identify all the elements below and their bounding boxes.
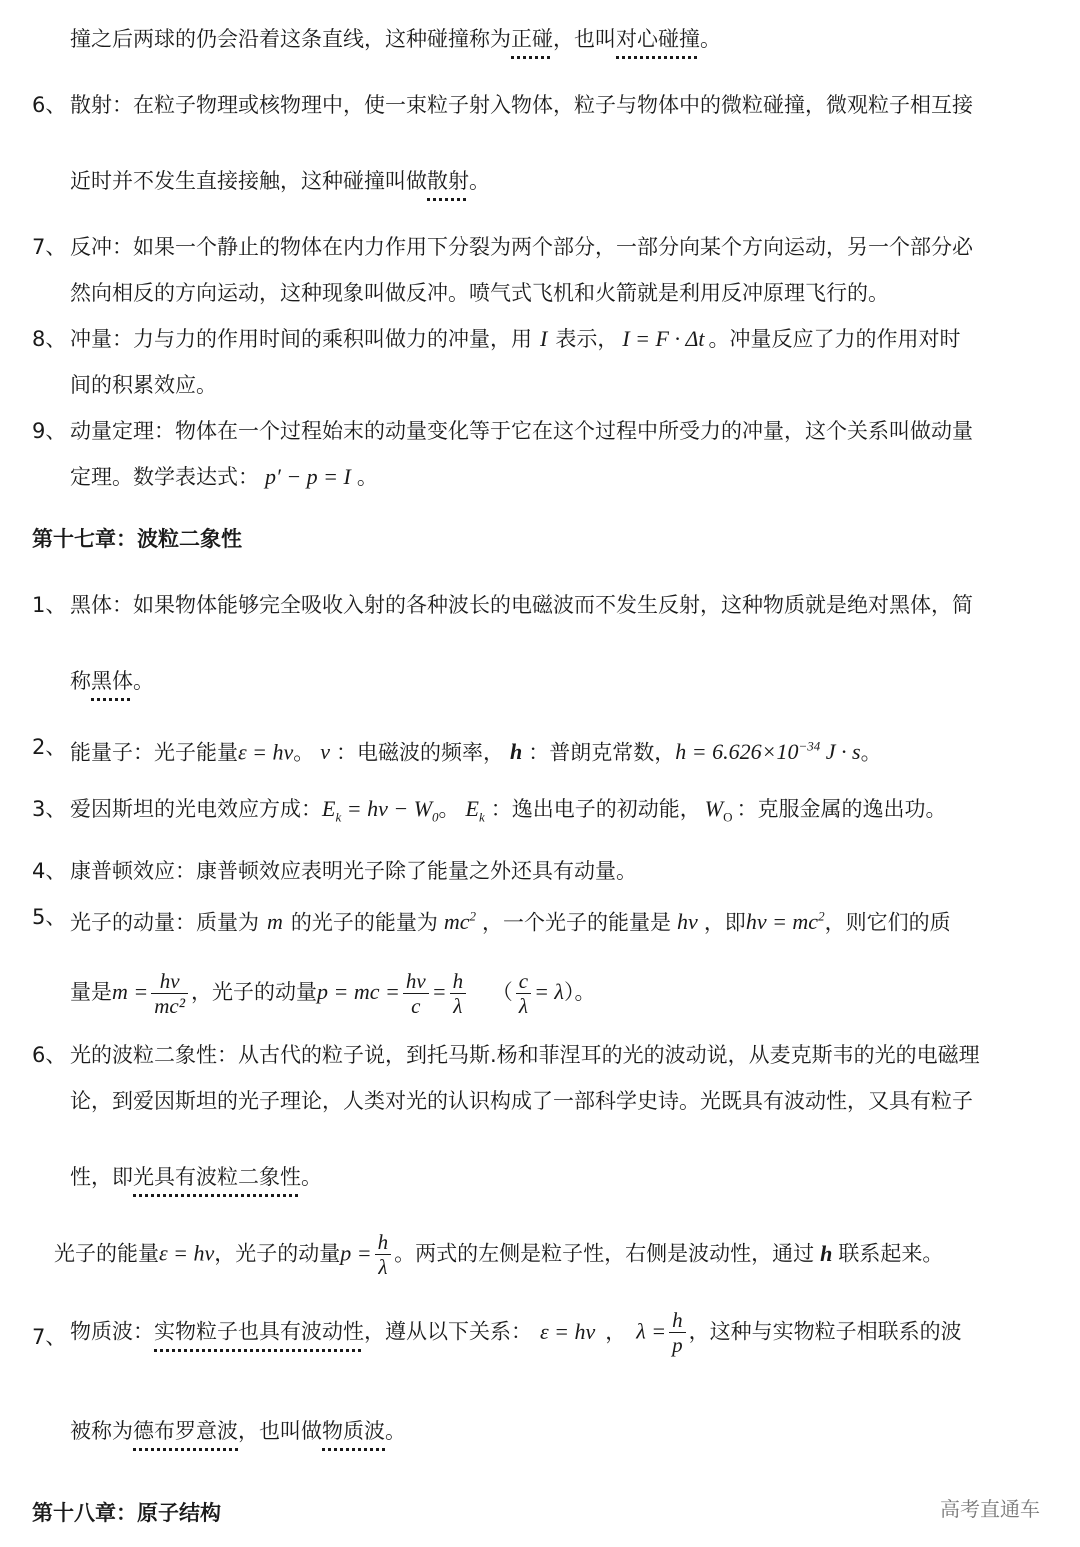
item-number: 1、 xyxy=(32,593,67,617)
denominator: mc² xyxy=(154,993,186,1018)
item-text: 反冲：如果一个静止的物体在内力作用下分裂为两个部分，一部分向某个方向运动，另一个部分必 xyxy=(70,235,973,259)
item-number: 4、 xyxy=(32,859,67,883)
formula: h xyxy=(510,739,523,765)
formula: p′ − p = I xyxy=(265,464,351,489)
text: ：逸出电子的初动能， xyxy=(490,797,701,821)
formula xyxy=(322,796,439,825)
formula: h xyxy=(820,1240,833,1266)
emphasis-text: 光具有波粒二象性 xyxy=(133,1165,301,1189)
formula-sub: 0 xyxy=(432,809,439,825)
item-text: 间的积累效应。 xyxy=(70,373,217,397)
text: ，光子的动量 xyxy=(214,1241,341,1266)
item-number: 8、 xyxy=(32,327,67,351)
formula-part: W xyxy=(704,796,724,821)
emphasis-text: 散射 xyxy=(427,169,469,193)
formula: p = xyxy=(340,1240,372,1266)
fraction xyxy=(375,1230,392,1279)
item-text: 然向相反的方向运动，这种现象叫做反冲。喷气式飞机和火箭就是利用反冲原理飞行的。 xyxy=(70,281,889,305)
formula: ν xyxy=(320,739,331,765)
text: ：克服金属的逸出功。 xyxy=(736,797,947,821)
numerator: h xyxy=(669,1308,686,1333)
text: 光子的能量 xyxy=(54,1241,159,1266)
emphasis-text: 德布罗意波 xyxy=(133,1419,238,1443)
formula: ε = hν xyxy=(540,1318,596,1344)
item-number: 6、 xyxy=(32,93,67,117)
numerator: h xyxy=(450,969,467,994)
text: ：电磁波的频率， xyxy=(336,740,505,765)
text: ，也叫做 xyxy=(238,1419,322,1443)
item-text: 光的波粒二象性：从古代的粒子说，到托马斯.杨和菲涅耳的光的波动说，从麦克斯韦的光的电磁理 xyxy=(70,1043,980,1067)
text: ， xyxy=(605,1319,627,1344)
text: 。 xyxy=(860,740,882,765)
denominator: λ xyxy=(378,1255,388,1279)
formula: ε = hν xyxy=(238,739,294,765)
text: ，这种与实物粒子相联系的波 xyxy=(688,1319,962,1344)
text: 。 xyxy=(700,27,721,51)
text: 。 xyxy=(469,169,490,193)
item-number: 9、 xyxy=(32,419,67,443)
fraction xyxy=(669,1308,686,1357)
formula: m xyxy=(267,909,283,935)
text: ：普朗克常数， xyxy=(528,740,676,765)
text: 。 xyxy=(133,669,154,693)
emphasis-text: 对心碰撞 xyxy=(616,27,700,51)
denominator: λ xyxy=(453,993,463,1018)
item-text: 康普顿效应：康普顿效应表明光子除了能量之外还具有动量。 xyxy=(70,859,637,883)
text: ，则它们的质 xyxy=(824,910,951,935)
item-text: 动量定理：物体在一个过程始末的动量变化等于它在这个过程中所受力的冲量，这个关系叫做动量 xyxy=(70,419,973,443)
text: ）。 xyxy=(563,980,596,1004)
formula xyxy=(746,909,825,934)
item-number: 7、 xyxy=(32,235,67,259)
text: 性，即 xyxy=(70,1165,133,1189)
numerator: c xyxy=(516,969,531,994)
formula-part: E xyxy=(465,796,479,821)
text: 。 xyxy=(385,1419,406,1443)
item-text: 论，到爱因斯坦的光子理论，人类对光的认识构成了一部科学史诗。光既具有波动性，又具有粒子 xyxy=(70,1089,973,1113)
formula-exponent: −34 xyxy=(798,739,821,754)
formula-unit: J · s xyxy=(825,739,861,765)
text: 定理。数学表达式： xyxy=(70,465,259,489)
fraction xyxy=(151,969,188,1018)
text: 。 xyxy=(293,740,315,765)
emphasis-text: 黑体 xyxy=(91,669,133,693)
formula: m = xyxy=(112,979,149,1004)
formula-part: hν = mc xyxy=(745,909,819,935)
item-number: 6、 xyxy=(32,1043,67,1067)
chapter-heading: 第十七章：波粒二象性 xyxy=(32,527,242,551)
numerator: h xyxy=(375,1230,392,1255)
denominator: c xyxy=(411,993,421,1018)
text: 。冲量反应了力的作用对时 xyxy=(708,327,961,351)
formula xyxy=(444,909,476,934)
text: 的光子的能量为 xyxy=(290,910,438,935)
formula xyxy=(675,739,860,764)
text: 物质波： xyxy=(70,1319,154,1344)
emphasis-text: 正碰 xyxy=(511,27,553,51)
fraction xyxy=(516,969,531,1018)
formula-exponent: 2 xyxy=(818,909,825,924)
formula xyxy=(465,796,485,825)
formula-sub: O xyxy=(723,809,733,825)
text: 量是 xyxy=(70,980,112,1004)
chapter-heading: 第十八章：原子结构 xyxy=(32,1501,221,1525)
item-number: 3、 xyxy=(32,797,67,821)
text: 冲量：力与力的作用时间的乘积叫做力的冲量，用 xyxy=(70,327,532,351)
text: 。 xyxy=(356,465,378,489)
text: 表示， xyxy=(555,327,619,351)
formula: hν xyxy=(677,909,698,935)
text: 光子的动量：质量为 xyxy=(70,910,259,935)
formula-base: h = 6.626×10 xyxy=(675,739,799,765)
text: ，也叫 xyxy=(553,27,616,51)
text: 。两式的左侧是粒子性，右侧是波动性，通过 xyxy=(394,1241,815,1266)
emphasis-text: 实物粒子也具有波动性 xyxy=(154,1319,364,1344)
emphasis-text: 物质波 xyxy=(322,1419,385,1443)
formula-sub: k xyxy=(335,809,342,825)
numerator: hν xyxy=(403,969,429,994)
item-number: 5、 xyxy=(32,905,67,929)
fraction xyxy=(403,969,429,1018)
formula: p = mc = xyxy=(317,979,400,1004)
text: 联系起来。 xyxy=(838,1241,944,1266)
fraction xyxy=(450,969,467,1018)
formula-exponent: 2 xyxy=(469,909,477,924)
text: ，一个光子的能量是 xyxy=(482,910,672,935)
formula-part: mc xyxy=(443,909,470,935)
text: 。 xyxy=(301,1165,322,1189)
formula-part: E xyxy=(322,796,336,821)
text: ，光子的动量 xyxy=(191,980,318,1004)
formula xyxy=(704,796,733,825)
formula: I xyxy=(540,326,548,351)
formula-part: = hν − W xyxy=(346,796,433,821)
formula: ε = hν xyxy=(159,1240,215,1266)
watermark: 高考直通车 xyxy=(940,1497,1040,1521)
text: ，遵从以下关系： xyxy=(364,1319,532,1344)
denominator: λ xyxy=(518,993,528,1018)
text: ，即 xyxy=(703,910,746,935)
formula: λ = xyxy=(636,1318,667,1344)
text: 能量子：光子能量 xyxy=(70,740,238,765)
text: 撞之后两球的仍会沿着这条直线，这种碰撞称为 xyxy=(70,27,511,51)
text: 被称为 xyxy=(70,1419,133,1443)
item-text: 散射：在粒子物理或核物理中，使一束粒子射入物体，粒子与物体中的微粒碰撞，微观粒子相互接 xyxy=(70,93,973,117)
text: 。 xyxy=(438,797,460,821)
formula-sub: k xyxy=(478,809,485,825)
text: 爱因斯坦的光电效应方成： xyxy=(70,797,322,821)
text: 近时并不发生直接接触，这种碰撞叫做 xyxy=(70,169,427,193)
item-number: 2、 xyxy=(32,735,67,759)
denominator: p xyxy=(672,1333,683,1357)
item-number: 7、 xyxy=(32,1325,67,1349)
text: 称 xyxy=(70,669,91,693)
numerator: hν xyxy=(151,969,188,994)
item-text: 黑体：如果物体能够完全吸收入射的各种波长的电磁波而不发生反射，这种物质就是绝对黑体，简 xyxy=(70,593,973,617)
formula: I = F · Δt xyxy=(622,326,705,351)
text: （ xyxy=(491,980,513,1004)
